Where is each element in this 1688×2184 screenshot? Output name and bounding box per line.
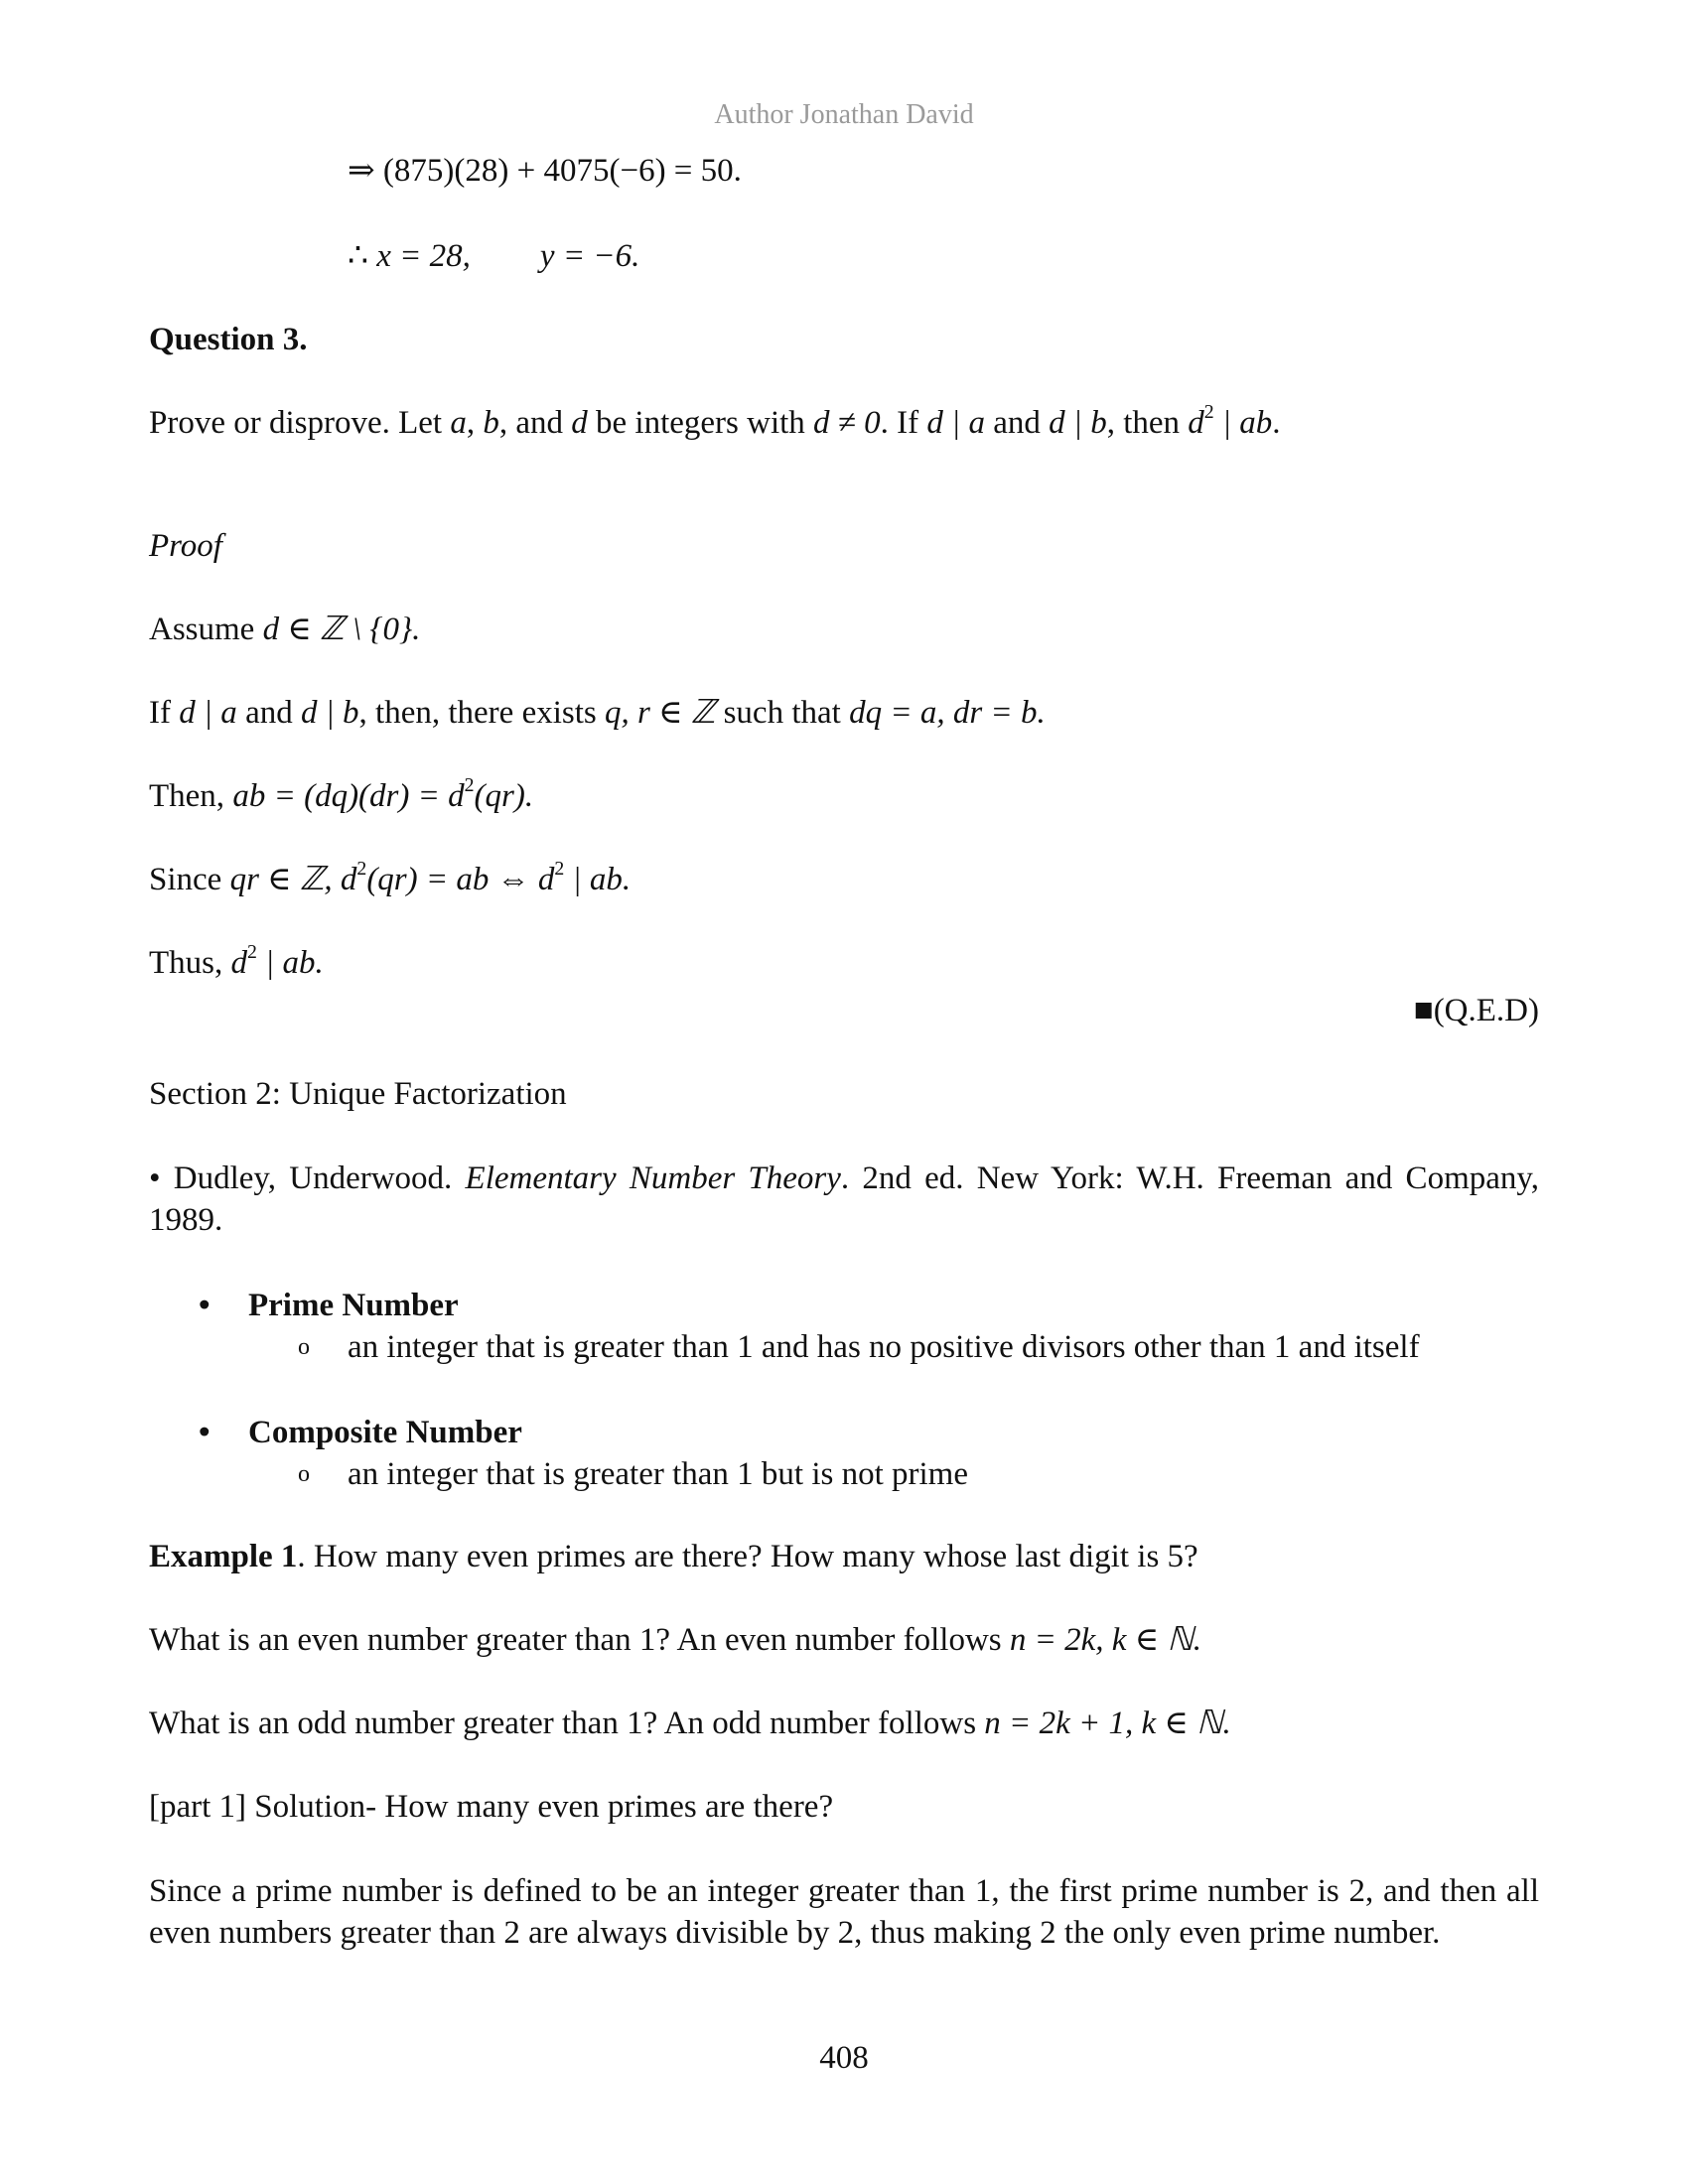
math-b: b [483,405,499,441]
proof-math: qr ∈ ℤ, d [229,862,357,897]
math-d-nonzero: d ≠ 0 [813,405,881,441]
running-header: Author Jonathan David [714,99,974,130]
bullet-icon: • [199,1288,211,1323]
superscript: 2 [1203,401,1214,424]
hollow-bullet-icon: o [298,1461,310,1487]
therefore-symbol: ∴ [348,238,377,274]
definition-text-composite [298,1453,1539,1495]
proof-label: Proof [149,528,222,564]
superscript: 2 [356,858,367,881]
proof-text: Then, [149,778,233,814]
example-math: n = 2k, k ∈ ℕ. [1009,1622,1202,1658]
proof-thus-line [149,943,324,983]
proof-math: d | b [300,695,359,731]
statement-text: , and [498,405,572,441]
math-d-divides-b: d | b [1049,405,1107,441]
proof-math: (qr). [474,778,534,814]
bullet-icon: • [199,1415,211,1450]
statement-text: . [1272,405,1281,441]
hollow-bullet-icon: o [298,1334,310,1360]
part1-answer: Since a prime number is defined to be an integer greater than 1, the first prime number is 2, and then all even numbers greater than 2 are always divisible by 2, thus making 2 the only even prime number. [149,1873,1539,1951]
example-text: . How many even primes are there? How many whose last digit is 5? [297,1539,1198,1574]
math-a: a [450,405,467,441]
superscript: 2 [554,858,565,881]
question-title: Question 3. [149,322,308,357]
statement-text: , [466,405,484,441]
definition-text: an integer that is greater than 1 and has no positive divisors other than 1 and itself [348,1329,1420,1365]
reference-title: Elementary Number Theory [465,1160,841,1196]
proof-text: If [149,695,180,731]
equation-text: ⇒ (875)(28) + 4075(−6) = 50. [348,153,742,189]
question-statement [149,403,1281,443]
proof-math: ab = (dq)(dr) = d [232,778,465,814]
proof-text: , then, there exists [358,695,605,731]
odd-number-line [149,1704,1231,1743]
x-value: x = 28, [376,238,471,274]
statement-text: be integers with [587,405,814,441]
example-math: n = 2k + 1, k ∈ ℕ. [984,1706,1231,1741]
reference-citation [149,1158,1539,1241]
definition-text-prime [298,1326,1539,1368]
section-title: Section 2: Unique Factorization [149,1076,567,1112]
definition-term-composite [199,1412,522,1453]
reference-publication: . 2nd ed. New York: W.H. Freeman and Company, 1989. [149,1160,1539,1238]
superscript: 2 [247,941,257,964]
qed-mark: ■(Q.E.D) [1413,993,1539,1028]
proof-then-line [149,776,533,816]
proof-math: d ∈ ℤ \ {0}. [262,612,421,647]
proof-math: dq = a, dr = b. [849,695,1046,731]
superscript: 2 [464,774,475,797]
example-text: What is an odd number greater than 1? An odd number follows [149,1706,985,1741]
statement-text: , then [1106,405,1189,441]
proof-text: Since [149,862,230,897]
even-number-line [149,1620,1201,1660]
proof-text: and [236,695,301,731]
example-question [149,1537,1198,1576]
proof-text: Assume [149,612,263,647]
proof-math: (qr) = ab ⇔ d [366,862,555,897]
proof-math: q, r ∈ ℤ [604,695,716,731]
definition-text: an integer that is greater than 1 but is not prime [348,1456,968,1492]
proof-math: | ab. [564,862,632,897]
proof-since-line [149,860,631,899]
proof-math: d [230,945,247,981]
statement-text: Prove or disprove. Let [149,405,451,441]
math-d-divides-a: d | a [926,405,985,441]
statement-text: and [984,405,1050,441]
proof-assume-line [149,610,420,649]
solution-line [348,236,639,276]
part1-heading: [part 1] Solution- How many even primes are there? [149,1789,834,1825]
example-text: What is an even number greater than 1? An even number follows [149,1622,1010,1658]
term-label: Composite Number [248,1415,522,1450]
y-value: y = −6. [539,238,640,274]
proof-math: d | a [179,695,237,731]
proof-if-line [149,693,1046,733]
definition-term-prime [199,1285,459,1326]
page-number: 408 [819,2040,869,2076]
term-label: Prime Number [248,1288,459,1323]
math-divides-ab: | ab [1213,405,1273,441]
statement-text: . If [880,405,927,441]
proof-text: Thus, [149,945,231,981]
math-d: d [571,405,588,441]
proof-math: | ab. [256,945,324,981]
proof-text: such that [715,695,850,731]
reference-author: • Dudley, Underwood. [149,1160,466,1196]
math-d: d [1188,405,1204,441]
example-label: Example 1 [149,1539,298,1574]
equation-line [348,151,742,191]
